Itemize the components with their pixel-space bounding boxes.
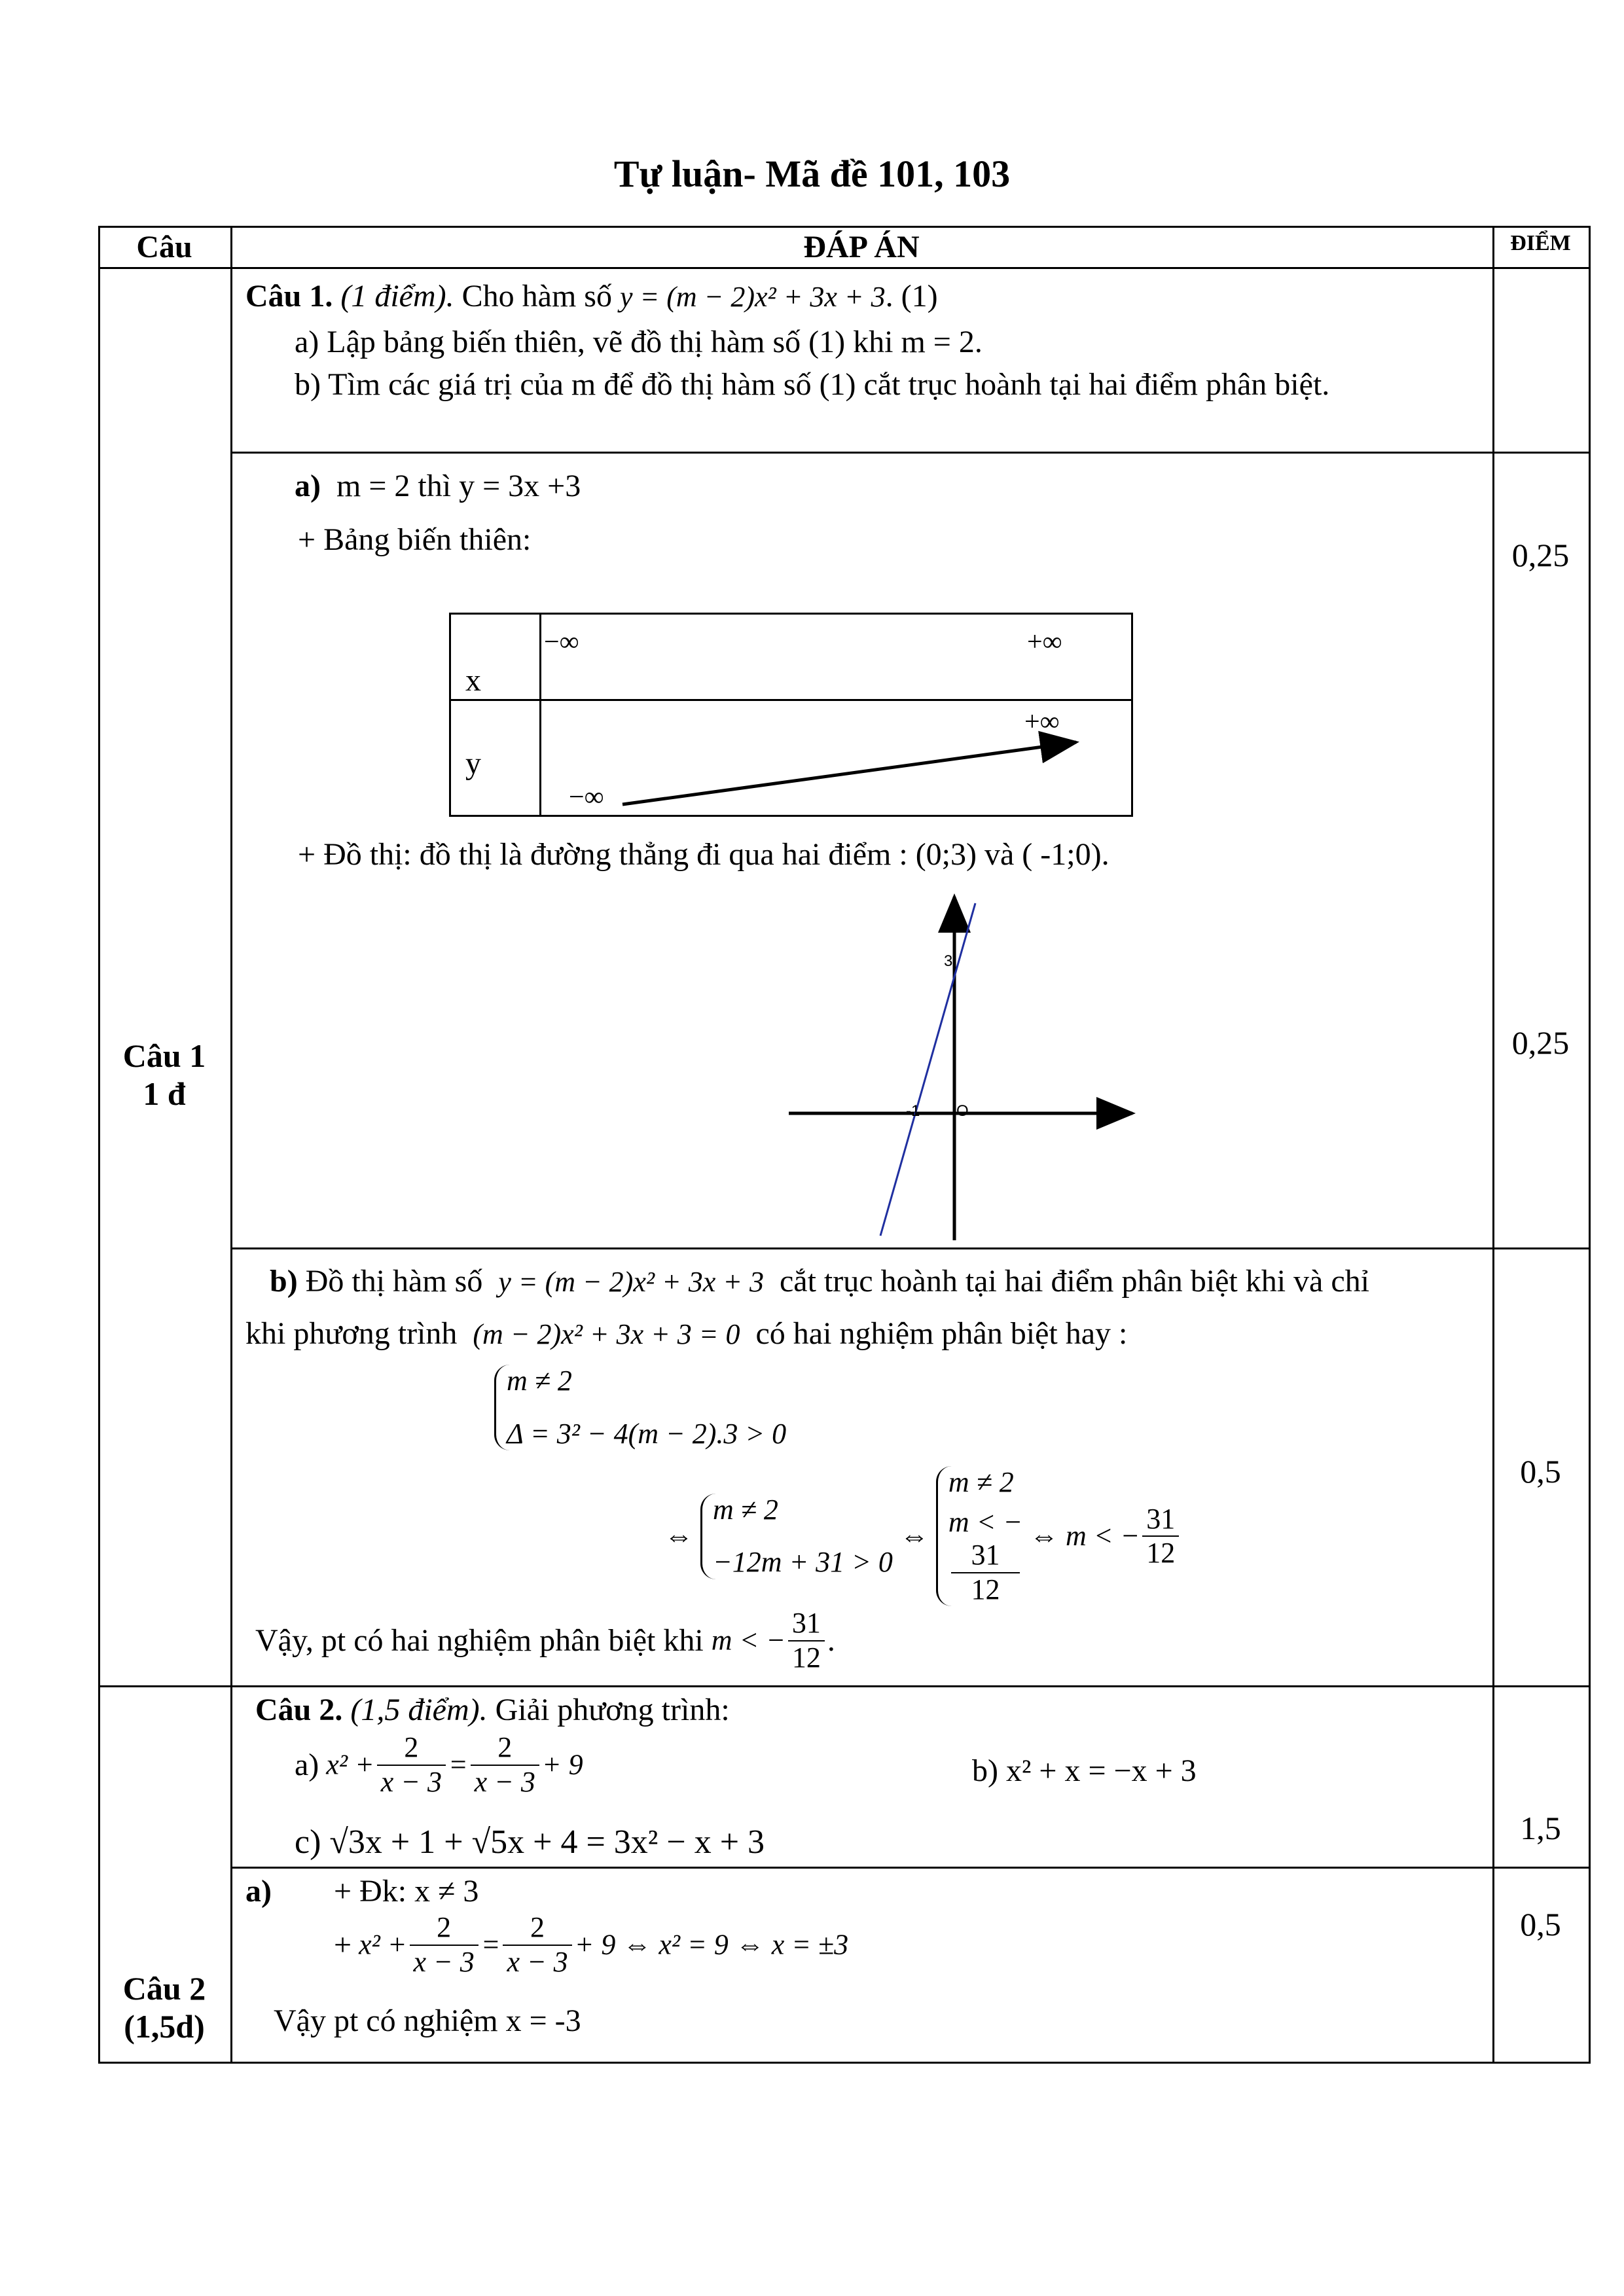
q1b-system3-b-wrap — [948, 1506, 1022, 1607]
q1-statement-line — [245, 278, 938, 314]
q1b-text2-tail: có hai nghiệm phân biệt hay : — [755, 1316, 1128, 1351]
q1b-equivalence-line — [664, 1466, 1182, 1606]
q1a-text1: m = 2 thì y = 3x +3 — [336, 469, 581, 503]
q2a-plus: + — [334, 1928, 352, 1962]
q1b-conclusion-period: . — [827, 1623, 835, 1658]
q2-score: 1,5 — [1520, 1810, 1561, 1846]
q1b-final-frac-num: 31 — [1142, 1503, 1179, 1537]
q1b-text1: Đồ thị hàm số — [305, 1264, 483, 1299]
row-divider-q1-answer-a — [230, 452, 1591, 454]
q1a-line1 — [295, 468, 581, 504]
q2a-frac1-num: 2 — [410, 1911, 478, 1946]
q1b-formula2: (m − 2)x² + 3x + 3 = 0 — [473, 1318, 740, 1350]
q2-part-c: c) √3x + 1 + √5x + 4 = 3x² − x + 3 — [295, 1823, 765, 1861]
q1b-line1 — [270, 1263, 1369, 1299]
variation-y-bottom: −∞ — [569, 782, 604, 812]
table-border-right — [1589, 226, 1591, 2064]
q1-points: (1 điểm). — [340, 279, 454, 314]
q2-intro: Giải phương trình: — [495, 1693, 730, 1727]
graph-line — [880, 903, 975, 1236]
q2-points: (1,5 điểm). — [350, 1693, 488, 1727]
q1b-line2 — [245, 1316, 1127, 1352]
q1-part-b: b) Tìm các giá trị của m để đồ thị hàm số (1) cắt trục hoành tại hai điểm phân biệt. — [295, 367, 1330, 402]
q1b-text2: khi phương trình — [245, 1316, 458, 1351]
q1b-equiv1: ⇔ — [664, 1519, 693, 1552]
variation-arrow — [451, 615, 1131, 815]
q2-statement-line — [255, 1692, 730, 1728]
row-divider-q2-answer — [230, 1867, 1591, 1869]
q2a-frac2-den: x − 3 — [507, 1945, 568, 1978]
q1b-system3-a: m ≠ 2 — [948, 1466, 1014, 1498]
q1b-system1 — [494, 1365, 786, 1450]
q2-label-line1: Câu 2 — [122, 1970, 206, 2007]
q1-intro: Cho hàm số — [461, 279, 612, 314]
q1a-line3: + Đồ thị: đồ thị là đường thẳng đi qua hai điểm : (0;3) và ( -1;0). — [298, 837, 1110, 872]
q1b-system1-brace — [494, 1365, 786, 1450]
q1b-text1-tail: cắt trục hoành tại hai điểm phân biệt khi và chỉ — [779, 1264, 1369, 1299]
q2-part-a-frac2 — [471, 1731, 539, 1799]
q1b-label: b) — [270, 1264, 298, 1299]
q1b-system3-brace — [936, 1466, 1022, 1606]
q1a-line2: + Bảng biến thiên: — [298, 522, 532, 557]
q2a-frac2 — [503, 1911, 571, 1979]
header-cau: Câu — [136, 230, 192, 264]
graph-label-origin: O — [956, 1102, 969, 1120]
q2a-rhs: + 9 ⇔ x² = 9 ⇔ x = ±3 — [574, 1928, 849, 1961]
variation-x-right: +∞ — [1027, 627, 1062, 657]
variation-table — [449, 613, 1133, 817]
q1b-equiv2: ⇔ — [899, 1519, 929, 1552]
q2a-frac1-den: x − 3 — [413, 1945, 475, 1978]
q2a-score: 0,5 — [1520, 1906, 1561, 1943]
variation-y-label: y — [465, 746, 481, 781]
q1b-system2-a: m ≠ 2 — [713, 1493, 778, 1526]
q1b-system3-frac-den: 12 — [971, 1573, 1000, 1605]
variation-x-left: −∞ — [544, 627, 579, 657]
q1-part-a: a) Lập bảng biến thiên, vẽ đồ thị hàm số (1) khi m = 2. — [295, 325, 983, 359]
q1b-system1-b: Δ = 3² − 4(m − 2).3 > 0 — [507, 1417, 787, 1450]
column-divider-2 — [1492, 226, 1494, 2064]
q1b-conclusion-frac — [788, 1607, 825, 1674]
q1b-system1-a: m ≠ 2 — [507, 1365, 572, 1397]
row-divider-q2 — [98, 1685, 1591, 1687]
q2-part-a — [295, 1731, 583, 1799]
q2-part-a-rhs: + 9 — [541, 1748, 583, 1781]
q2-part-a-frac1-den: x − 3 — [380, 1765, 442, 1798]
q1b-system3-frac-num: 31 — [951, 1539, 1020, 1573]
q2-part-a-eq: = — [448, 1748, 468, 1781]
column-divider-1 — [230, 226, 232, 2064]
row-divider-q1-answer-b — [230, 1247, 1591, 1249]
q1b-final-frac-den: 12 — [1146, 1537, 1176, 1570]
graph-label-3: 3 — [944, 952, 953, 970]
q1b-system3-frac — [951, 1539, 1020, 1606]
q1b-conclusion-lhs: m < − — [711, 1624, 785, 1657]
q1-label-line2: 1 đ — [143, 1075, 186, 1112]
q2a-lhs: x² + — [359, 1928, 407, 1961]
header-divider — [98, 267, 1591, 269]
q1-head: Câu 1. — [245, 279, 333, 314]
q1b-system3-b: m < − — [948, 1505, 1023, 1538]
variation-arrow-line — [623, 742, 1076, 804]
q1a-label: a) — [295, 469, 321, 503]
q2a-eq: = — [480, 1928, 501, 1961]
q1b-conclusion — [255, 1607, 835, 1674]
q2-part-b: b) x² + x = −x + 3 — [972, 1753, 1197, 1788]
q1-label-line1: Câu 1 — [122, 1037, 206, 1074]
variation-x-label: x — [465, 663, 481, 698]
q1-tail: . (1) — [885, 279, 938, 314]
q2-part-a-frac2-num: 2 — [471, 1731, 539, 1766]
q1b-final: m < − — [1066, 1519, 1140, 1552]
q1-label — [98, 1037, 230, 1113]
q1b-conclusion-text: Vậy, pt có hai nghiệm phân biệt khi — [255, 1623, 704, 1658]
q2a-frac2-num: 2 — [503, 1911, 571, 1946]
q1b-conclusion-frac-num: 31 — [788, 1607, 825, 1641]
q1b-final-frac — [1142, 1503, 1179, 1570]
q2a-frac1 — [410, 1911, 478, 1979]
q1a-score2: 0,25 — [1511, 1024, 1570, 1061]
graph-label-minus1: -1 — [906, 1102, 920, 1120]
q1b-equiv3: ⇔ — [1030, 1519, 1059, 1552]
function-graph — [785, 890, 1152, 1244]
q1a-score1: 0,25 — [1511, 537, 1570, 573]
q1b-score: 0,5 — [1520, 1453, 1561, 1490]
header-dap-an: ĐÁP ÁN — [803, 230, 920, 264]
q2-label — [98, 1970, 230, 2045]
q2-part-a-label: a) — [295, 1748, 319, 1782]
q1b-formula1: y = (m − 2)x² + 3x + 3 — [498, 1266, 764, 1298]
table-border-top — [98, 226, 1591, 228]
q2a-conclusion: Vậy pt có nghiệm x = -3 — [274, 2003, 581, 2038]
q2a-equation — [334, 1911, 848, 1979]
q2-part-a-frac1-num: 2 — [377, 1731, 446, 1766]
q2-label-line2: (1,5d) — [124, 2007, 205, 2045]
table-border-left — [98, 226, 100, 2064]
q2-part-a-lhs: x² + — [326, 1748, 374, 1781]
q1b-system2-brace — [700, 1494, 893, 1579]
q1b-conclusion-frac-den: 12 — [791, 1641, 821, 1674]
header-diem: ĐIỂM — [1510, 231, 1571, 255]
q2-part-a-frac1 — [377, 1731, 446, 1799]
page-title: Tự luận- Mã đề 101, 103 — [613, 152, 1011, 195]
q1b-system2-b: −12m + 31 > 0 — [713, 1546, 893, 1579]
q1-formula: y = (m − 2)x² + 3x + 3 — [619, 281, 886, 313]
variation-y-top: +∞ — [1024, 707, 1060, 737]
table-border-bottom — [98, 2062, 1591, 2064]
q2-head: Câu 2. — [255, 1693, 343, 1727]
q2a-dk: + Đk: x ≠ 3 — [334, 1874, 479, 1909]
q2a-label: a) — [245, 1874, 272, 1909]
q2-part-a-frac2-den: x − 3 — [474, 1765, 535, 1798]
